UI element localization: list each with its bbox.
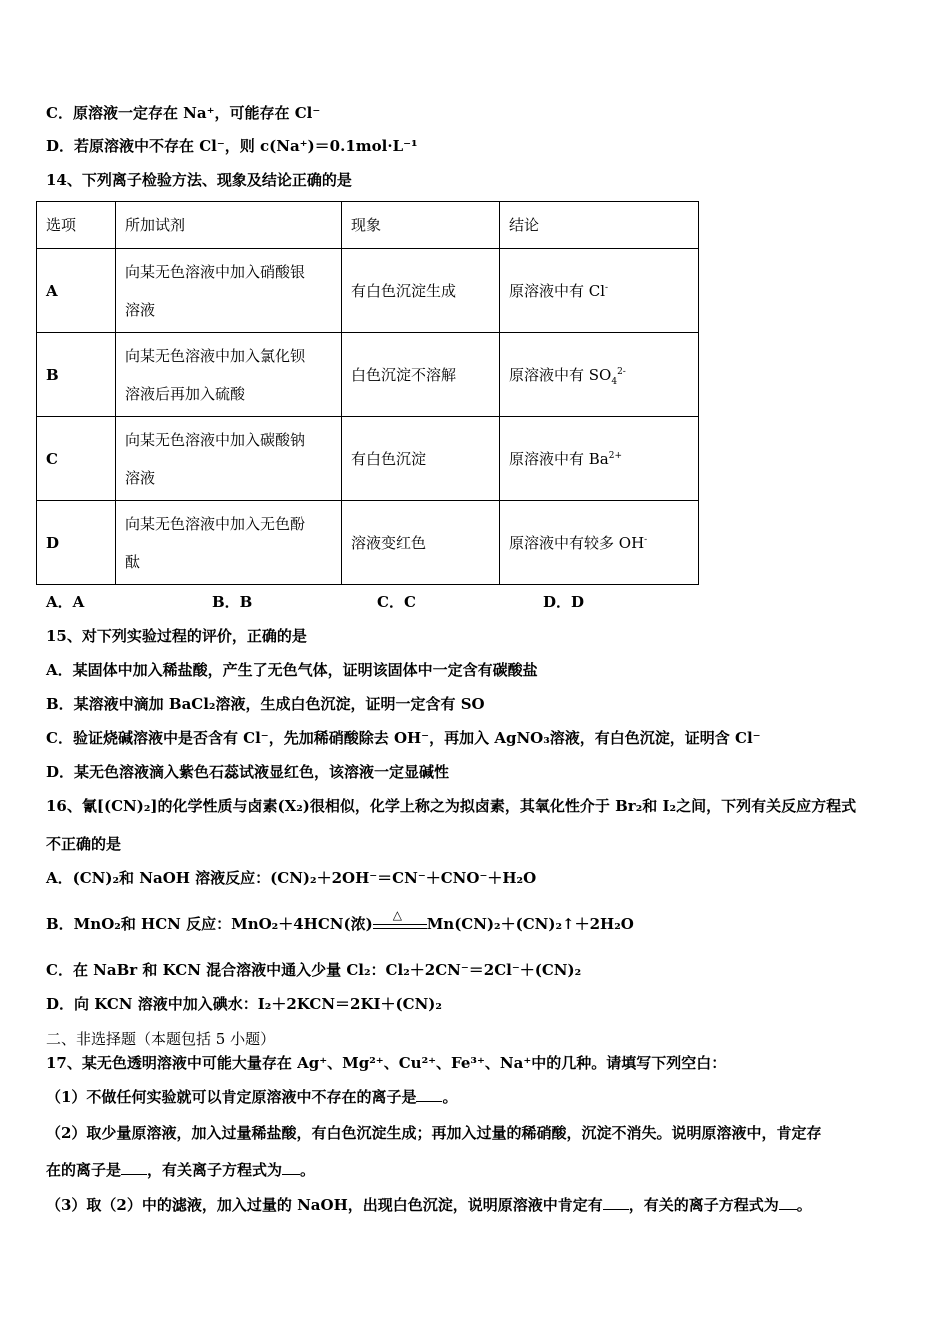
q14-choice-b: B．B <box>212 593 253 611</box>
answer-blank[interactable] <box>121 1160 147 1175</box>
section-title: 二、非选择题（本题包括 5 小题） <box>46 1030 276 1048</box>
table-row <box>37 501 699 585</box>
answer-blank[interactable] <box>779 1195 797 1210</box>
row-option: B <box>37 333 116 417</box>
row-option: A <box>37 249 116 333</box>
answer-blank[interactable] <box>603 1195 629 1210</box>
q14-choice-d: D．D <box>543 593 585 611</box>
q15-stem: 15、对下列实验过程的评价，正确的是 <box>46 627 307 645</box>
answer-blank[interactable] <box>416 1087 442 1102</box>
q16-stem: 16、氰[(CN)₂]的化学性质与卤素(X₂)很相似，化学上称之为拟卤素，其氧化性介于 Br₂和 I₂之间，下列有关反应方程式 <box>46 797 857 815</box>
header-conclusion: 结论 <box>500 202 699 249</box>
q14-table <box>36 201 699 585</box>
row-conclusion: 原溶液中有 $SO_4^{2-}$ <box>500 333 699 417</box>
row-option: C <box>37 417 116 501</box>
row-phenomenon: 白色沉淀不溶解 <box>342 333 500 417</box>
q17-stem: 17、某无色透明溶液中可能大量存在 Ag⁺、Mg²⁺、Cu²⁺、Fe³⁺、Na⁺中的几种。请填写下列空白： <box>46 1054 727 1072</box>
row-reagent: 向某无色溶液中加入碳酸钠 溶液 <box>116 417 342 501</box>
q16-option-c: C．在 NaBr 和 KCN 混合溶液中通入少量 Cl₂：Cl₂＋2CN⁻＝2Cl⁻＋(CN)₂ <box>46 961 582 979</box>
q16-option-b: B．MnO₂和 HCN 反应：MnO₂＋4HCN(浓) △ Mn(CN)₂＋(CN)₂↑＋2H₂O <box>46 914 634 935</box>
q15-option-a: A．某固体中加入稀盐酸，产生了无色气体，证明该固体中一定含有碳酸盐 <box>46 661 538 679</box>
row-conclusion: 原溶液中有 $Ba^{2+}$ <box>500 417 699 501</box>
row-option: D <box>37 501 116 585</box>
q13-option-d: D．若原溶液中不存在 Cl⁻，则 c(Na⁺)＝0.1mol·L⁻¹ <box>46 137 418 155</box>
row-phenomenon: 溶液变红色 <box>342 501 500 585</box>
row-conclusion: 原溶液中有 Cl- <box>500 249 699 333</box>
header-reagent: 所加试剂 <box>116 202 342 249</box>
q15-option-b: B．某溶液中滴加 BaCl₂溶液，生成白色沉淀，证明一定含有 SO <box>46 695 485 713</box>
row-reagent: 向某无色溶液中加入无色酚 酞 <box>116 501 342 585</box>
q16-option-a: A．(CN)₂和 NaOH 溶液反应：(CN)₂＋2OH⁻＝CN⁻＋CNO⁻＋H₂O <box>46 869 537 887</box>
answer-blank[interactable] <box>282 1160 300 1175</box>
q13-option-c: C．原溶液一定存在 Na⁺，可能存在 Cl⁻ <box>46 104 321 122</box>
q15-option-d: D．某无色溶液滴入紫色石蕊试液显红色，该溶液一定显碱性 <box>46 763 450 781</box>
q14-choice-a: A．A <box>46 593 85 611</box>
q16-option-d: D．向 KCN 溶液中加入碘水：I₂＋2KCN＝2KI＋(CN)₂ <box>46 995 442 1013</box>
q14-stem: 14、下列离子检验方法、现象及结论正确的是 <box>46 171 352 189</box>
heat-triangle-icon: △ <box>392 908 402 922</box>
q15-option-c: C．验证烧碱溶液中是否含有 Cl⁻，先加稀硝酸除去 OH⁻，再加入 AgNO₃溶液，有白色沉淀，证明含 Cl⁻ <box>46 729 761 747</box>
q17-part-2: （2）取少量原溶液，加入过量稀盐酸，有白色沉淀生成；再加入过量的稀硝酸，沉淀不消失。说明原溶液中，肯定存 <box>46 1124 822 1142</box>
row-reagent: 向某无色溶液中加入硝酸银 溶液 <box>116 249 342 333</box>
row-reagent: 向某无色溶液中加入氯化钡 溶液后再加入硫酸 <box>116 333 342 417</box>
table-row <box>37 417 699 501</box>
q14-choice-c: C．C <box>377 593 416 611</box>
q16-stem-cont: 不正确的是 <box>46 835 122 853</box>
header-option: 选项 <box>37 202 116 249</box>
row-phenomenon: 有白色沉淀生成 <box>342 249 500 333</box>
heat-equals-sign <box>373 908 427 935</box>
row-conclusion: 原溶液中有较多 OH- <box>500 501 699 585</box>
q17-part-3: （3）取（2）中的滤液，加入过量的 NaOH，出现白色沉淀，说明原溶液中肯定有 ，有关的离子方程式为 。 <box>46 1196 812 1214</box>
header-phenomenon: 现象 <box>342 202 500 249</box>
q17-part-2-cont: 在的离子是 ，有关离子方程式为 。 <box>46 1161 316 1179</box>
q17-part-1: （1）不做任何实验就可以肯定原溶液中不存在的离子是 。 <box>46 1088 458 1106</box>
table-row <box>37 333 699 417</box>
table-row <box>37 249 699 333</box>
row-phenomenon: 有白色沉淀 <box>342 417 500 501</box>
table-header-row <box>37 202 699 249</box>
